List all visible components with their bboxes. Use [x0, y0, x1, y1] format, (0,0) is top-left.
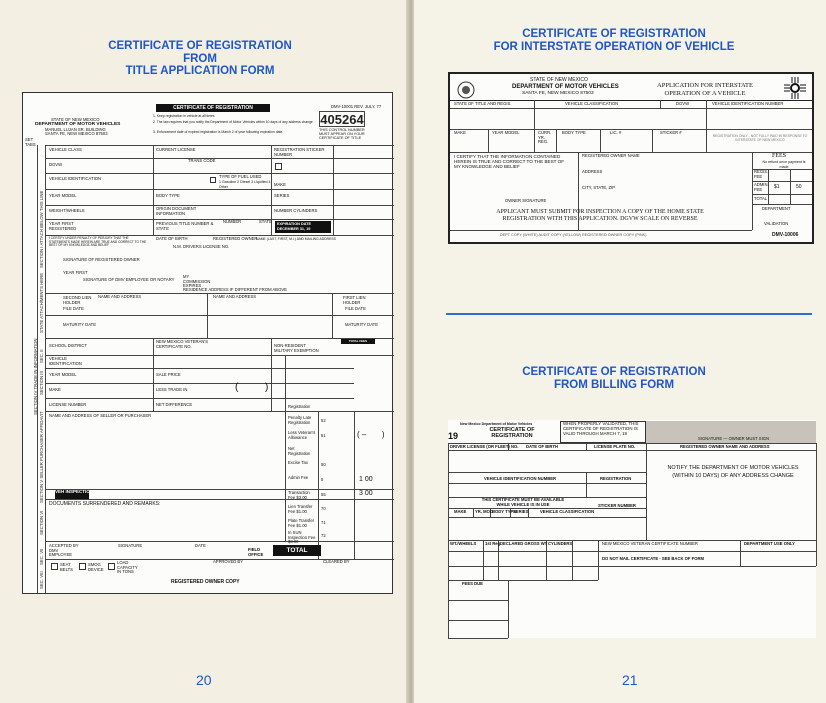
col-vin: VEHICLE IDENTIFICATION NUMBER: [712, 101, 784, 106]
non-resident-label: NON-RESIDENT MILITARY EXEMPTION: [274, 343, 319, 353]
zia-sun-icon: [784, 77, 806, 99]
side-label-sec-3: SECTION III: [39, 371, 44, 395]
registered-owner-name-label: REGISTERED OWNER NAME: [582, 153, 640, 158]
maturity-date-label-2: MATURITY DATE: [345, 322, 379, 327]
year-model-label: YEAR MODEL: [49, 193, 77, 198]
agency-line-1: STATE OF NEW MEXICO: [51, 117, 100, 122]
number-label: NUMBER: [223, 219, 242, 224]
billing-certificate: CERTIFICATE OF REGISTRATION: [489, 427, 535, 439]
fees-note: No refund once payment is made: [762, 160, 806, 169]
make-label-2: MAKE: [49, 387, 61, 392]
code-50: 50: [321, 462, 326, 467]
owner-signature-label: OWNER SIGNATURE: [505, 198, 547, 203]
year-first-registered-label: YEAR FIRST REGISTERED: [49, 221, 77, 231]
approved-by-label: APPROVED BY: [213, 559, 244, 564]
form-rev: DMV-10001 REV. JULY, 77: [331, 104, 382, 109]
expiration-value: DECEMBER 31, 19: [277, 227, 311, 231]
billing-col-vehicle-class: VEHICLE CLASSIFICATION: [540, 509, 595, 514]
less-trade-in-label: LESS TRADE IN: [156, 387, 188, 392]
documents-surrendered-label: DOCUMENTS SURRENDERED AND REMARKS:: [49, 501, 161, 507]
page-number-right: 21: [622, 672, 638, 688]
side-label-state: STATE ATTACH/MENTS HERE: [39, 272, 44, 333]
side-label-sec-7: SEC. VII: [39, 548, 44, 565]
regis-fee-label: REGIS. FEE: [754, 169, 769, 179]
paren-open: (: [235, 382, 239, 393]
series-label: SERIES: [274, 193, 290, 198]
date-of-birth-label: DATE OF BIRTH: [156, 236, 188, 241]
admin-fee-label: ADMIN. FEE: [754, 182, 769, 192]
side-label-sec-2: SEC. II: [39, 349, 44, 363]
smog-device-check: [79, 563, 86, 570]
billing-col-body-type: BODY TYPE: [492, 509, 517, 514]
control-caption: THIS CONTROL NUMBER MUST APPEAR ON YOUR CERTIFICATE OF TITLE: [319, 128, 365, 140]
fee-admin: Admin Fee: [288, 475, 309, 480]
right-heading-1-line-1: CERTIFICATE OF REGISTRATION: [522, 28, 706, 40]
first-lienholder-label: FIRST LIEN HOLDER: [343, 295, 366, 305]
name-last-first-label: NAME (LAST, FIRST, M.I.) AND MAILING ADDRESS: [256, 237, 336, 241]
code-71: 71: [321, 520, 326, 525]
owner-name-address-label: REGISTERED OWNER NAME AND ADDRESS: [680, 444, 770, 449]
side-label-sec-8: SEC. VIII: [39, 571, 44, 589]
fee-less-veterans: Less Veteran's Allowance: [288, 430, 316, 440]
copies-note: DEPT COPY (WHITE) AUDIT COPY (YELLOW) REGISTERED OWNER COPY (PINK): [500, 233, 647, 237]
agency-line-3: MANUEL LUJAN SR. BUILDING: [45, 127, 106, 132]
file-date-label: FILE DATE: [63, 306, 84, 311]
right-page: [414, 0, 826, 703]
second-lien-name-address: NAME AND ADDRESS: [98, 294, 142, 299]
type-of-fuel-label: TYPE OF FUEL USED: [219, 174, 262, 179]
billing-col-make: MAKE: [454, 509, 467, 514]
validation-label: VALIDATION: [764, 221, 789, 226]
nm-drivers-license-label: N.M. DRIVERS LICENSE NO.: [173, 244, 230, 249]
billing-col-cylinders: CYLINDERS: [548, 541, 573, 546]
fuel-options: 1 Gasoline 2 Diesel 3 Liquified 4 Other: [219, 180, 271, 189]
instruction-1: 1. Keep registration in vehicle at all times: [153, 114, 215, 118]
first-lien-name-address: NAME AND ADDRESS: [213, 294, 257, 299]
code-5: 5: [321, 477, 324, 482]
school-district-label: SCHOOL DISTRICT: [49, 343, 88, 348]
code-55: 55: [321, 492, 326, 497]
year-prefix: 19: [448, 431, 459, 441]
second-lienholder-label: SECOND LIEN HOLDER: [63, 295, 92, 305]
number-cylinders-label: NUMBER CYLINDERS: [274, 208, 318, 213]
set-tabs: SET TABS: [25, 137, 36, 147]
expiration-label: EXPIRATION DATE: [277, 222, 312, 226]
application-title: APPLICATION FOR INTERSTATE OPERATION OF A VEHICLE: [657, 82, 753, 97]
fees-label: FEES: [772, 153, 787, 159]
side-label-sec-5: SECTION V SELLER PURCHASER AFFIDAVIT: [39, 411, 44, 503]
col-dgvw: DGVW: [676, 101, 690, 106]
col-sticker: STICKER #: [660, 130, 682, 135]
do-not-mail: DO NOT MAIL CERTIFICATE - SEE BACK OF FORM: [602, 556, 704, 561]
instruction-3: 3. Enforcement date of expired registration is March 2 of year following expiration date.: [153, 130, 284, 134]
net-difference-label: NET DIFFERENCE: [156, 402, 193, 407]
col-vehicle-classification: VEHICLE CLASSIFICATION: [565, 101, 619, 106]
load-capacity-check: [108, 563, 115, 570]
col-state-title: STATE OF TITLE AND REGIS.: [454, 101, 512, 106]
origin-document-label: ORIGIN DOCUMENT INFORMATION: [156, 206, 197, 216]
fee-transaction-value: 3 00: [359, 490, 373, 497]
interstate-agency-1: STATE OF NEW MEXICO: [530, 77, 588, 83]
nm-veterans-label: NEW MEXICO VETERAN'S CERTIFICATE NO.: [156, 339, 208, 349]
cleared-by-label: CLEARED BY: [323, 559, 350, 564]
signature-notary-label: SIGNATURE OF DMV EMPLOYEE OR NOTARY: [83, 277, 175, 282]
side-label-sec-6: SECTION VI: [39, 510, 44, 535]
interstate-application-form: [448, 72, 814, 244]
notify-text: NOTIFY THE DEPARTMENT OF MOTOR VEHICLES (WITHIN 10 DAYS) OF ANY ADDRESS CHANGE: [667, 465, 799, 479]
certify-line: I CERTIFY UNDER PENALTY OF PERJURY THAT THE STATEMENTS MADE HEREIN ARE TRUE AND CORRECT TO THE BEST OF MY KNOWLEDGE AND BELIEF: [49, 236, 147, 248]
file-date-label-2: FILE DATE: [345, 306, 366, 311]
maturity-date-label: MATURITY DATE: [63, 322, 97, 327]
registered-owner-copy: REGISTERED OWNER COPY: [171, 579, 240, 585]
code-72: 72: [321, 533, 326, 538]
interstate-agency-3: SANTA FE, NEW MEXICO 87503: [522, 91, 594, 96]
address-label: ADDRESS: [582, 169, 603, 174]
right-heading-2: [474, 366, 754, 391]
billing-agency: New Mexico Department of Motor Vehicles: [460, 422, 533, 426]
load-capacity-label: LOAD CAPACITY IN TONS: [117, 560, 138, 575]
right-heading-1-line-2: FOR INTERSTATE OPERATION OF VEHICLE: [493, 40, 735, 53]
side-label-section-1: SECTION I ATTACH BELOW THIS LINE: [39, 190, 44, 268]
interstate-certify: I CERTIFY THAT THE INFORMATION CONTAINED HEREIN IS TRUE AND CORRECT TO THE BEST OF MY KNOWLEDGE AND BELIEF: [454, 154, 565, 170]
fee-paren: ( – ): [357, 430, 385, 439]
billing-form: [448, 420, 816, 638]
agency-line-2: DEPARTMENT OF MOTOR VEHICLES: [35, 122, 121, 127]
year-model-label-2: YEAR MODEL: [49, 372, 77, 377]
col-make: MAKE: [454, 130, 466, 135]
vehicle-id-label-2: VEHICLE IDENTIFICATION: [49, 356, 82, 366]
page-number-left: 20: [196, 672, 212, 688]
signature-owner-label: SIGNATURE OF REGISTERED OWNER: [63, 257, 140, 262]
current-license-label: CURRENT LICENSE: [156, 147, 196, 152]
license-number-label: LICENSE NUMBER: [49, 402, 87, 407]
right-heading-1: [474, 28, 754, 53]
admin-fee-dollars: $1: [774, 184, 780, 190]
fuel-check-box: [210, 177, 216, 183]
code-52: 52: [321, 418, 326, 423]
validity-text: WHEN PROPERLY VALIDATED, THIS CERTIFICATE OF REGISTRATION IS VALID THROUGH MARCH 7, 19: [563, 421, 639, 436]
billing-col-wt-wheels: WT./WHEELS: [450, 541, 477, 546]
signature-must: SIGNATURE — OWNER MUST SIGN: [698, 436, 770, 441]
residence-address-label: RESIDENCE ADDRESS IF DIFFERENT FROM ABOVE: [183, 287, 287, 292]
make-label: MAKE: [274, 182, 286, 187]
applicant-note: APPLICANT MUST SUBMIT FOR INSPECTION A COPY OF THE HOME STATE REGISTRATION WITH THIS APPLICATION. DGVW SCALE ON REVERSE: [496, 209, 704, 222]
right-heading-2-line-1: CERTIFICATE OF REGISTRATION: [522, 366, 706, 378]
billing-col-series: SERIES: [513, 509, 529, 514]
paren-close: ): [265, 382, 269, 393]
check-box-1: [275, 163, 282, 170]
registration-only-note: REGISTRATION ONLY - NOT FULLY PAID IN RESPONSE TO INTERSTATE OF NEW MEXICO: [712, 134, 808, 142]
billing-vin-label: VEHICLE IDENTIFICATION NUMBER: [484, 476, 557, 481]
expiration-box: [275, 221, 331, 233]
left-heading-line-2: FROM: [183, 52, 217, 65]
registration-sticker-label: REGISTRATION STICKER NUMBER: [274, 147, 325, 157]
accepted-by-label: ACCEPTED BY DMV EMPLOYEE: [49, 543, 79, 558]
interstate-agency-2: DEPARTMENT OF MOTOR VEHICLES: [512, 84, 619, 90]
state-label: STATE: [259, 219, 272, 224]
trans-code-label: TRANS CODE: [188, 158, 216, 163]
form-title-bar: CERTIFICATE OF REGISTRATION: [156, 104, 270, 112]
right-heading-2-line-2: FROM BILLING FORM: [553, 378, 675, 391]
seat-belts-check: [51, 563, 58, 570]
sale-price-label: SALE PRICE: [156, 372, 181, 377]
admin-fee-cents: 50: [796, 184, 802, 190]
weight-wheels-label: WEIGHT/WHEELS: [49, 208, 85, 213]
billing-registration-label: REGISTRATION: [600, 476, 632, 481]
billing-col-gross-wt: DECLARED GROSS WT: [500, 541, 548, 546]
smog-device-label: SMOG DEVICE: [88, 562, 104, 572]
fee-admin-value: 1 00: [359, 476, 373, 483]
fee-lien-transfer: Lien Transfer Fee $1.00: [288, 504, 313, 514]
code-70: 70: [321, 506, 326, 511]
year-first-label: YEAR FIRST: [63, 270, 88, 275]
col-curr-yr-reg: CURR. YR. REG.: [538, 130, 552, 145]
vehicle-id-label: VEHICLE IDENTIFICATION: [49, 176, 102, 181]
seat-belts-label: SEAT BELTS: [60, 562, 73, 572]
col-lic: LIC. #: [610, 130, 622, 135]
fee-excise: Excise Tax: [288, 460, 308, 465]
code-51: 51: [321, 433, 326, 438]
left-heading-line-1: CERTIFICATE OF REGISTRATION: [108, 40, 292, 52]
department-label: DEPARTMENT: [762, 206, 791, 211]
field-office-label: FIELD OFFICE: [248, 547, 264, 557]
fee-plate-transfer: Plate Transfer Fee $1.00: [288, 518, 315, 528]
sticker-number-label: STICKER NUMBER: [598, 503, 636, 508]
col-year-model: YEAR MODEL: [492, 130, 520, 135]
billing-col-yr-mod: YR. MOD: [475, 509, 493, 514]
body-type-label: BODY TYPE: [156, 193, 180, 198]
fee-sun-inspection: In SUN Inspection Fee $3.00: [288, 530, 316, 545]
registered-owner-label: REGISTERED OWNER: [213, 236, 258, 241]
fee-transaction: Transaction Fee $3.00: [288, 490, 310, 500]
veh-inspection-badge: VEH INSPECTION: [55, 490, 89, 499]
fee-net-registration: Net Registration: [288, 446, 311, 456]
fee-penalty: Penalty Late Registration: [288, 415, 312, 425]
new-mexico-seal-icon: [456, 80, 478, 100]
total-label: TOTAL: [754, 196, 768, 201]
section-divider: [446, 313, 812, 315]
previous-title-label: PREVIOUS TITLE NUMBER & STATE: [156, 221, 214, 231]
agency-line-4: SANTA FE, NEW MEXICO 87503: [45, 131, 108, 136]
form-number: DMV-10006: [772, 232, 799, 238]
left-heading: [70, 40, 330, 78]
left-heading-line-3: TITLE APPLICATION FORM: [125, 65, 275, 77]
control-number: 405264: [320, 112, 364, 127]
instruction-2: 2. The law requires that you notify the Department of Motor Vehicles within 10 days of any address change: [153, 120, 313, 124]
total-fees-label: TOTAL FEES: [341, 339, 375, 344]
col-body-type: BODY TYPE: [562, 130, 586, 135]
title-application-form: [22, 92, 393, 594]
city-state-zip-label: CITY, STATE, ZIP: [582, 185, 616, 190]
billing-col-dept-use: DEPARTMENT USE ONLY: [744, 541, 795, 546]
fee-registration: Registration: [288, 404, 311, 409]
my-commission-label: MY COMMISSION EXPIRES: [183, 274, 211, 289]
side-label-sec-4: SECTION IV TRADE IN INFORMATION: [33, 338, 38, 415]
date-label: DATE: [195, 543, 206, 548]
vehicle-class-label: VEHICLE CLASS: [49, 147, 82, 152]
seller-name-address-label: NAME AND ADDRESS OF SELLER OR PURCHASER: [49, 413, 152, 418]
signature-label: SIGNATURE: [118, 543, 143, 548]
billing-col-1st-reg: 1st Reg.: [485, 541, 502, 546]
dgvw-label: DGVW: [49, 162, 63, 167]
billing-col-veteran: NEW MEXICO VETERAN CERTIFICATE NUMBER: [602, 541, 698, 546]
license-plate-label: LICENSE PLATE NO.: [594, 444, 636, 449]
available-text: THIS CERTIFICATE MUST BE AVAILABLE WHILE VEHICLE IS IN USE: [481, 497, 565, 507]
total-box: TOTAL: [273, 545, 321, 556]
drivers-license-label: DRIVER LICENSE (OR FLEET) NO.: [450, 444, 519, 449]
fees-due-label: FEES DUE: [462, 581, 483, 586]
left-page: [0, 0, 410, 703]
billing-dob-label: DATE OF BIRTH: [526, 444, 559, 449]
